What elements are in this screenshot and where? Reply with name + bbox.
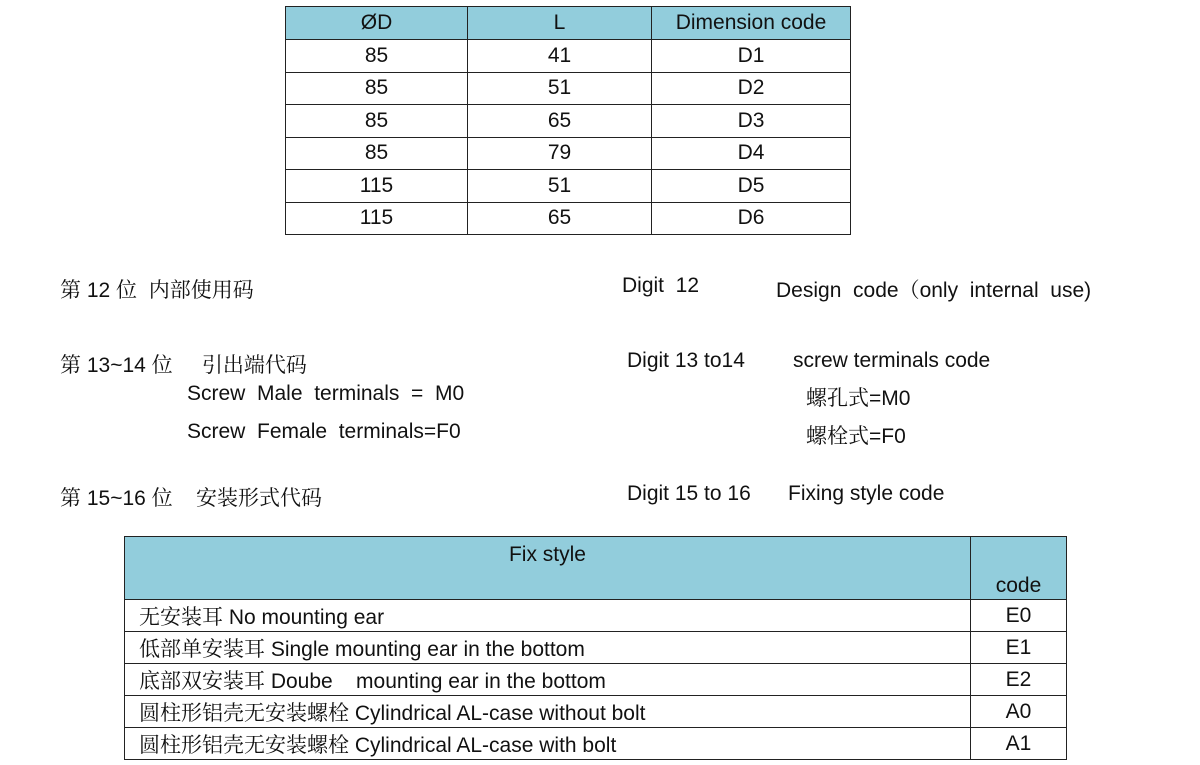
table-cell: 51 <box>468 170 652 203</box>
digit12-en-label: Digit 12 <box>622 274 700 297</box>
table-cell: 85 <box>286 105 468 138</box>
table-cell: D1 <box>652 40 851 73</box>
table-cell: 圆柱形铝壳无安装螺栓 Cylindrical AL-case without bolt <box>125 696 971 728</box>
digit15-16-en-label: Digit 15 to 16 <box>627 482 751 505</box>
table-cell: 85 <box>286 137 468 170</box>
table-header-row <box>286 7 851 40</box>
table-cell: E1 <box>971 632 1067 664</box>
table-cell: E2 <box>971 664 1067 696</box>
table-cell: 85 <box>286 40 468 73</box>
column-header-diameter: ØD <box>286 7 468 40</box>
table-cell: D3 <box>652 105 851 138</box>
table-cell: D5 <box>652 170 851 203</box>
table-header-row <box>125 537 1067 600</box>
dimension-table <box>285 6 851 235</box>
table-cell: 圆柱形铝壳无安装螺栓 Cylindrical AL-case with bolt <box>125 728 971 760</box>
table-row <box>286 40 851 73</box>
screw-male-cn: 螺孔式=M0 <box>806 387 911 410</box>
column-header-length: L <box>468 7 652 40</box>
table-cell: 65 <box>468 202 652 235</box>
table-row <box>286 72 851 105</box>
table-cell: 底部双安装耳 Doube mounting ear in the bottom <box>125 664 971 696</box>
screw-male-terminals: Screw Male terminals = M0 <box>187 382 465 405</box>
table-cell: 低部单安装耳 Single mounting ear in the bottom <box>125 632 971 664</box>
table-cell: 65 <box>468 105 652 138</box>
table-cell: 79 <box>468 137 652 170</box>
screw-female-terminals: Screw Female terminals=F0 <box>187 420 461 443</box>
table-cell: 41 <box>468 40 652 73</box>
table-cell: 51 <box>468 72 652 105</box>
table-row <box>125 632 1067 664</box>
digit12-description: Design code（only internal use) <box>776 279 1092 302</box>
table-row <box>125 664 1067 696</box>
table-cell: 无安装耳 No mounting ear <box>125 600 971 632</box>
fix-style-table <box>124 536 1067 760</box>
digit12-cn-label: 第 12 位 内部使用码 <box>60 279 254 302</box>
table-cell: D6 <box>652 202 851 235</box>
table-cell: E0 <box>971 600 1067 632</box>
table-cell: D4 <box>652 137 851 170</box>
column-header-code: code <box>971 537 1067 600</box>
table-cell: A0 <box>971 696 1067 728</box>
table-row <box>125 728 1067 760</box>
digit15-16-cn-label: 第 15~16 位 安装形式代码 <box>60 487 322 510</box>
table-row <box>125 696 1067 728</box>
table-row <box>286 202 851 235</box>
table-row <box>286 170 851 203</box>
digit13-14-cn-label: 第 13~14 位 引出端代码 <box>60 354 307 377</box>
column-header-fix-style: Fix style <box>125 537 971 600</box>
table-row <box>286 105 851 138</box>
screw-female-cn: 螺栓式=F0 <box>806 425 906 448</box>
digit13-14-description: screw terminals code <box>793 349 991 372</box>
table-cell: 85 <box>286 72 468 105</box>
digit15-16-description: Fixing style code <box>788 482 945 505</box>
table-cell: 115 <box>286 202 468 235</box>
digit13-14-en-label: Digit 13 to14 <box>627 349 745 372</box>
column-header-dimension-code: Dimension code <box>652 7 851 40</box>
table-cell: A1 <box>971 728 1067 760</box>
table-row <box>125 600 1067 632</box>
table-cell: 115 <box>286 170 468 203</box>
table-cell: D2 <box>652 72 851 105</box>
table-row <box>286 137 851 170</box>
